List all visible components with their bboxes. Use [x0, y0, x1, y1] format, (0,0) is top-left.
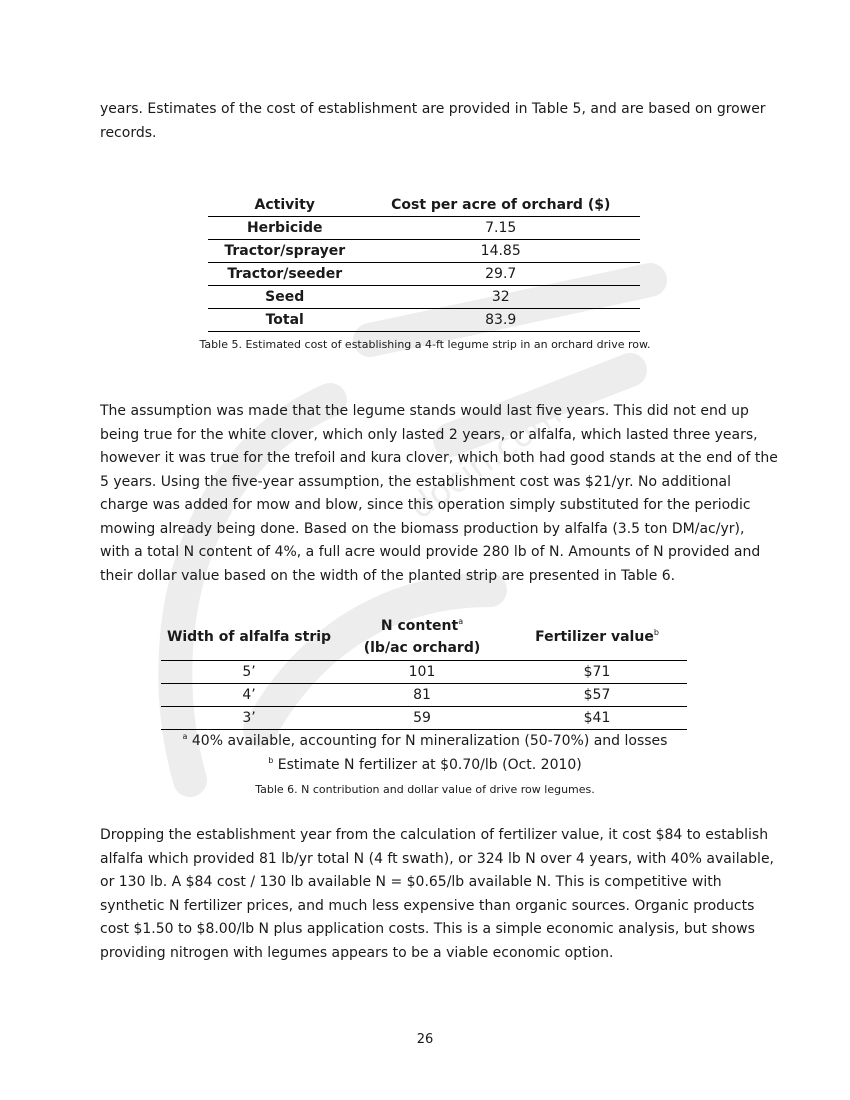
text-line: their dollar value based on the width of the planted strip are presented in Table 6.: [100, 567, 676, 584]
table-row: [208, 240, 640, 263]
text-line: Dropping the establishment year from the calculation of fertilizer value, it cost $84 to establish: [100, 827, 769, 843]
text-line: 5 years. Using the five-year assumption, the establishment cost was $21/yr. No additional: [100, 473, 732, 490]
header-n-unit: (lb/ac orchard): [363, 640, 481, 656]
text-line: synthetic N fertilizer prices, and much less expensive than organic sources. Organic products: [100, 897, 755, 914]
cell-activity: Tractor/seeder: [208, 263, 361, 286]
column-header-cost: Cost per acre of orchard ($): [361, 194, 640, 217]
cell-activity: Seed: [208, 286, 361, 309]
cell-width: 4’: [161, 684, 337, 707]
footnote-mark-b: b: [653, 628, 659, 637]
text-line: being true for the white clover, which only lasted 2 years, or alfalfa, which lasted three years,: [100, 426, 758, 443]
column-header-n-content: [337, 614, 507, 661]
column-header-fertilizer-value: [507, 614, 687, 661]
header-fert-label: Fertilizer value: [535, 629, 654, 645]
text-line: however it was true for the trefoil and kura clover, which both had good stands at the end of the: [100, 450, 778, 466]
paragraph-economics: [100, 824, 775, 965]
text-line: The assumption was made that the legume stands would last five years. This did not end up: [100, 403, 749, 419]
text-line: mowing already being done. Based on the biomass production by alfalfa (3.5 ton DM/ac/yr),: [100, 520, 745, 537]
footnote-b-mark: b: [268, 756, 274, 765]
footnote-a-text: 40% available, accounting for N mineralization (50-70%) and losses: [187, 733, 668, 749]
cell-cost: 14.85: [361, 240, 640, 263]
cell-width: 5’: [161, 661, 337, 684]
table-5-caption: Table 5. Estimated cost of establishing a 4-ft legume strip in an orchard drive row.: [199, 338, 651, 351]
cell-cost: 83.9: [361, 309, 640, 332]
table-row: [161, 707, 687, 730]
footnote-mark-a: a: [458, 617, 464, 626]
table-row: [161, 684, 687, 707]
cell-fert-value: $41: [507, 707, 687, 730]
text-line: or 130 lb. A $84 cost / 130 lb available N = $0.65/lb available N. This is competitive with: [100, 874, 722, 890]
footnote-b-text: Estimate N fertilizer at $0.70/lb (Oct. 2010): [273, 757, 582, 773]
text-line: alfalfa which provided 81 lb/yr total N (4 ft swath), or 324 lb N over 4 years, with 40% available,: [100, 850, 775, 867]
cell-fert-value: $57: [507, 684, 687, 707]
cell-n-content: 59: [337, 707, 507, 730]
cell-activity: Herbicide: [208, 217, 361, 240]
column-header-activity: Activity: [208, 194, 361, 217]
cell-cost: 29.7: [361, 263, 640, 286]
paragraph-assumption: [100, 400, 778, 588]
cell-activity: Total: [208, 309, 361, 332]
table-row: [208, 309, 640, 332]
table-6-n-contribution: [161, 614, 687, 730]
column-header-width: Width of alfalfa strip: [161, 614, 337, 661]
cell-n-content: 81: [337, 684, 507, 707]
cell-fert-value: $71: [507, 661, 687, 684]
text-line: years. Estimates of the cost of establishment are provided in Table 5, and are based on grower: [100, 101, 766, 117]
cell-activity: Tractor/sprayer: [208, 240, 361, 263]
table-row: [161, 661, 687, 684]
cell-cost: 7.15: [361, 217, 640, 240]
cell-width: 3’: [161, 707, 337, 730]
cell-cost: 32: [361, 286, 640, 309]
text-line: with a total N content of 4%, a full acre would provide 280 lb of N. Amounts of N provided and: [100, 544, 761, 560]
footnote-a: [0, 733, 850, 749]
watermark-text: docin.com: [402, 393, 569, 528]
text-line: records.: [100, 124, 157, 141]
header-n-label: N content: [380, 618, 459, 634]
page-number: 26: [416, 1032, 434, 1047]
table-6-caption: Table 6. N contribution and dollar value of drive row legumes.: [255, 783, 595, 796]
table-row: [208, 217, 640, 240]
table-5-establishment-cost: [208, 194, 640, 332]
table-row: [208, 286, 640, 309]
intro-paragraph: [100, 98, 766, 145]
footnote-a-mark: a: [182, 732, 188, 741]
table-row: [208, 263, 640, 286]
text-line: charge was added for mow and blow, since this operation simply substituted for the periodic: [100, 497, 751, 513]
text-line: cost $1.50 to $8.00/lb N plus application costs. This is a simple economic analysis, but shows: [100, 921, 755, 937]
footnote-b: [0, 757, 850, 773]
text-line: providing nitrogen with legumes appears to be a viable economic option.: [100, 944, 614, 961]
cell-n-content: 101: [337, 661, 507, 684]
